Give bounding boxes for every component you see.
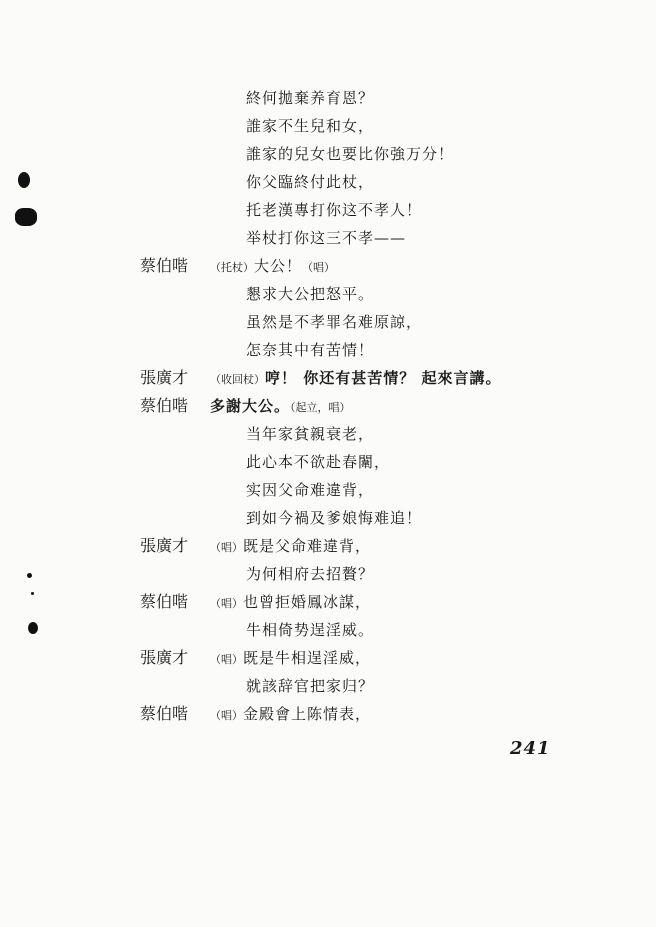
verse-line: 虽然是不孝罪名难原諒， <box>246 313 423 331</box>
speaker-name: 蔡伯喈 <box>140 704 189 723</box>
verse-line: 怎奈其中有苦情！ <box>246 341 375 359</box>
speaker-name: 蔡伯喈 <box>140 592 189 611</box>
verse-line: 終何拋棄养育恩？ <box>246 89 375 107</box>
dialogue-text: 大公！ <box>254 257 303 275</box>
speaker-name: 張廣才 <box>140 536 189 555</box>
stage-direction: （唱） <box>302 261 336 274</box>
stage-direction: （唱） <box>210 653 243 666</box>
verse-line: 为何相府去招贅？ <box>246 565 375 583</box>
stage-direction: （起立，唱） <box>290 401 351 414</box>
verse-line: 当年家貧親衰老， <box>246 425 375 443</box>
stage-direction: （收回杖） <box>210 373 265 386</box>
dialogue <box>210 592 371 614</box>
ink-blot <box>27 573 32 578</box>
ink-blot <box>28 622 38 634</box>
dialogue <box>210 396 351 418</box>
verse-line: 懇求大公把怒平。 <box>246 285 375 303</box>
dialogue <box>210 648 371 670</box>
dialogue-text: 金殿會上陈情表， <box>243 705 372 723</box>
ink-blot <box>15 208 37 226</box>
speaker-name: 張廣才 <box>140 648 189 667</box>
ink-blot <box>31 592 34 595</box>
dialogue-text: 既是牛相逞淫威， <box>243 649 372 667</box>
verse-line: 到如今禍及爹娘悔难追！ <box>246 509 423 527</box>
stage-direction: （唱） <box>210 709 243 722</box>
verse-line: 你父臨終付此杖， <box>246 173 375 191</box>
speaker-name: 蔡伯喈 <box>140 256 189 275</box>
dialogue <box>210 704 371 726</box>
verse-line: 就該辞官把家归？ <box>246 677 375 695</box>
dialogue-text: 也曾拒婚鳳冰謀， <box>243 593 372 611</box>
ink-blot <box>18 172 30 188</box>
speaker-name: 張廣才 <box>140 368 189 387</box>
stage-direction: （托杖） <box>210 261 254 274</box>
speaker-name: 蔡伯喈 <box>140 396 189 415</box>
dialogue <box>210 256 335 278</box>
dialogue-text: 多謝大公。 <box>210 397 291 415</box>
dialogue-text: 哼！ 你还有甚苦情？ 起來言講。 <box>265 369 502 387</box>
verse-line: 实因父命难違背， <box>246 481 375 499</box>
dialogue-text: 既是父命难違背， <box>243 537 372 555</box>
stage-direction: （唱） <box>210 597 243 610</box>
verse-line: 誰家不生兒和女， <box>246 117 375 135</box>
verse-line: 牛相倚势逞淫威。 <box>246 621 375 639</box>
dialogue <box>210 536 371 558</box>
page-number: 241 <box>510 738 551 759</box>
verse-line: 托老漢專打你这不孝人！ <box>246 201 423 219</box>
verse-line: 举杖打你这三不孝—— <box>246 229 407 247</box>
dialogue <box>210 368 501 390</box>
stage-direction: （唱） <box>210 541 243 554</box>
verse-line: 此心本不欲赴春闈， <box>246 453 391 471</box>
verse-line: 誰家的兒女也要比你強万分！ <box>246 145 455 163</box>
